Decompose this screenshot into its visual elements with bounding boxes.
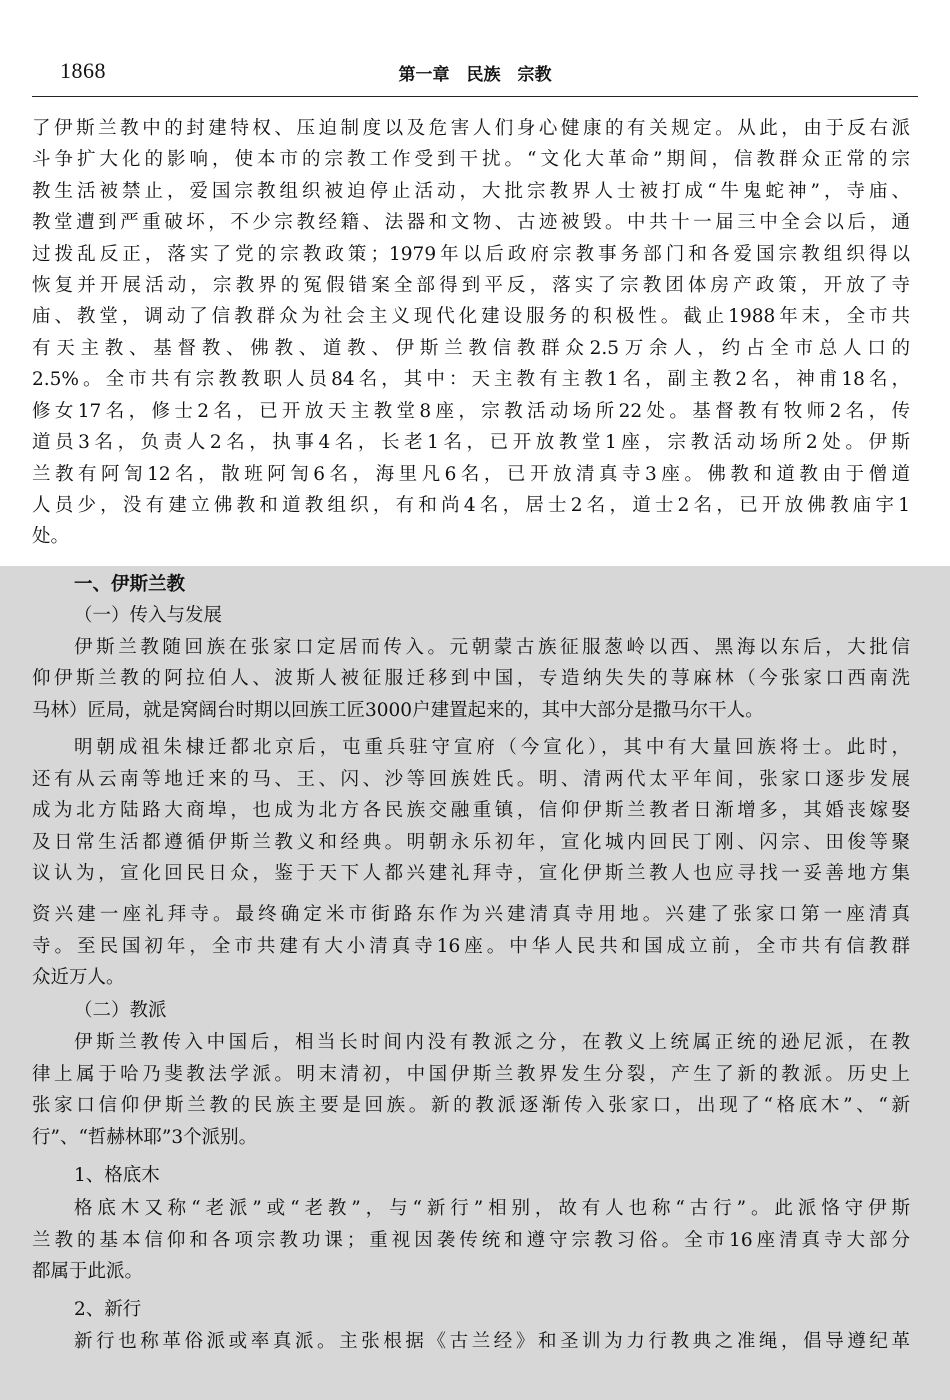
chapter-title: 第一章 民族 宗教 xyxy=(398,65,552,85)
text-line: 2.5%。全市共有宗教教职人员84名，其中：天主教有主教1名，副主教2名，神甫18名， xyxy=(32,369,910,390)
text-line: 众近万人。 xyxy=(32,967,125,988)
text-line: 仰伊斯兰教的阿拉伯人、波斯人被征服迁移到中国，专造纳失失的荨麻林（今张家口西南洗 xyxy=(32,668,910,689)
text-line: 资兴建一座礼拜寺。最终确定米市街路东作为兴建清真寺用地。兴建了张家口第一座清真 xyxy=(32,904,910,925)
text-line: 道员3名，负责人2名，执事4名，长老1名，已开放教堂1座，宗教活动场所2处。伊斯 xyxy=(32,432,910,453)
text-line: 庙、教堂，调动了信教群众为社会主义现代化建设服务的积极性。截止1988年末，全市共 xyxy=(32,306,910,327)
subsection-heading: （一）传入与发展 xyxy=(74,605,223,626)
text-line: 议认为，宣化回民日众，鉴于天下人都兴建礼拜寺，宣化伊斯兰教人也应寻找一妥善地方集 xyxy=(32,863,910,884)
text-line: 人员少，没有建立佛教和道教组织，有和尚4名，居士2名，道士2名，已开放佛教庙宇1 xyxy=(32,495,910,516)
text-line: 还有从云南等地迁来的马、王、闪、沙等回族姓氏。明、清两代太平年间，张家口逐步发展 xyxy=(32,769,910,790)
item-heading: 2、新行 xyxy=(74,1299,142,1320)
text-line: 张家口信仰伊斯兰教的民族主要是回族。新的教派逐渐传入张家口，出现了“格底木”、“新 xyxy=(32,1095,910,1116)
text-line: 斗争扩大化的影响，使本市的宗教工作受到干扰。“文化大革命”期间，信教群众正常的宗 xyxy=(32,149,910,170)
text-line: 了伊斯兰教中的封建特权、压迫制度以及危害人们身心健康的有关规定。从此，由于反右派 xyxy=(32,118,910,139)
text-line: 都属于此派。 xyxy=(32,1261,144,1282)
text-line: 过拨乱反正，落实了党的宗教政策；1979年以后政府宗教事务部门和各爱国宗教组织得以 xyxy=(32,244,910,265)
text-line: 成为北方陆路大商埠，也成为北方各民族交融重镇，信仰伊斯兰教者日渐增多，其婚丧嫁娶 xyxy=(32,800,910,821)
text-line: 有天主教、基督教、佛教、道教、伊斯兰教信教群众2.5万余人，约占全市总人口的 xyxy=(32,338,910,359)
text-line: 马林）匠局，就是窝阔台时期以回族工匠3000户建置起来的，其中大部分是撒马尔干人。 xyxy=(32,700,764,721)
section-heading: 一、伊斯兰教 xyxy=(74,574,186,595)
text-line: 修女17名，修士2名，已开放天主教堂8座，宗教活动场所22处。基督教有牧师2名，传 xyxy=(32,401,910,422)
text-line: 格底木又称“老派”或“老教”，与“新行”相别，故有人也称“古行”。此派恪守伊斯 xyxy=(74,1198,910,1219)
text-line: 及日常生活都遵循伊斯兰教义和经典。明朝永乐初年，宣化城内回民丁刚、闪宗、田俊等聚 xyxy=(32,832,910,853)
page-number: 1868 xyxy=(60,58,106,83)
item-heading: 1、格底木 xyxy=(74,1165,160,1186)
text-line: 恢复并开展活动，宗教界的冤假错案全部得到平反，落实了宗教团体房产政策，开放了寺 xyxy=(32,275,910,296)
text-line: 兰教有阿訇12名，散班阿訇6名，海里凡6名，已开放清真寺3座。佛教和道教由于僧道 xyxy=(32,464,910,485)
subsection-heading: （二）教派 xyxy=(74,1000,167,1021)
text-line: 教堂遭到严重破坏，不少宗教经籍、法器和文物、古迹被毁。中共十一届三中全会以后，通 xyxy=(32,212,910,233)
text-line: 兰教的基本信仰和各项宗教功课；重视因袭传统和遵守宗教习俗。全市16座清真寺大部分 xyxy=(32,1230,910,1251)
header-rule xyxy=(32,96,918,97)
text-line: 明朝成祖朱棣迁都北京后，屯重兵驻守宣府（今宣化），其中有大量回族将士。此时， xyxy=(74,737,910,758)
text-line: 教生活被禁止，爱国宗教组织被迫停止活动，大批宗教界人士被打成“牛鬼蛇神”，寺庙、 xyxy=(32,181,910,202)
text-line: 行”、“哲赫林耶”3个派别。 xyxy=(32,1127,258,1148)
text-line: 伊斯兰教随回族在张家口定居而传入。元朝蒙古族征服葱岭以西、黑海以东后，大批信 xyxy=(74,637,910,658)
text-line: 寺。至民国初年，全市共建有大小清真寺16座。中华人民共和国成立前，全市共有信教群 xyxy=(32,936,910,957)
text-line: 伊斯兰教传入中国后，相当长时间内没有教派之分，在教义上统属正统的逊尼派，在教 xyxy=(74,1032,910,1053)
text-line: 律上属于哈乃斐教法学派。明末清初，中国伊斯兰教界发生分裂，产生了新的教派。历史上 xyxy=(32,1064,910,1085)
text-line: 新行也称革俗派或率真派。主张根据《古兰经》和圣训为力行教典之准绳，倡导遵纪革 xyxy=(74,1331,910,1352)
text-line: 处。 xyxy=(32,526,70,547)
